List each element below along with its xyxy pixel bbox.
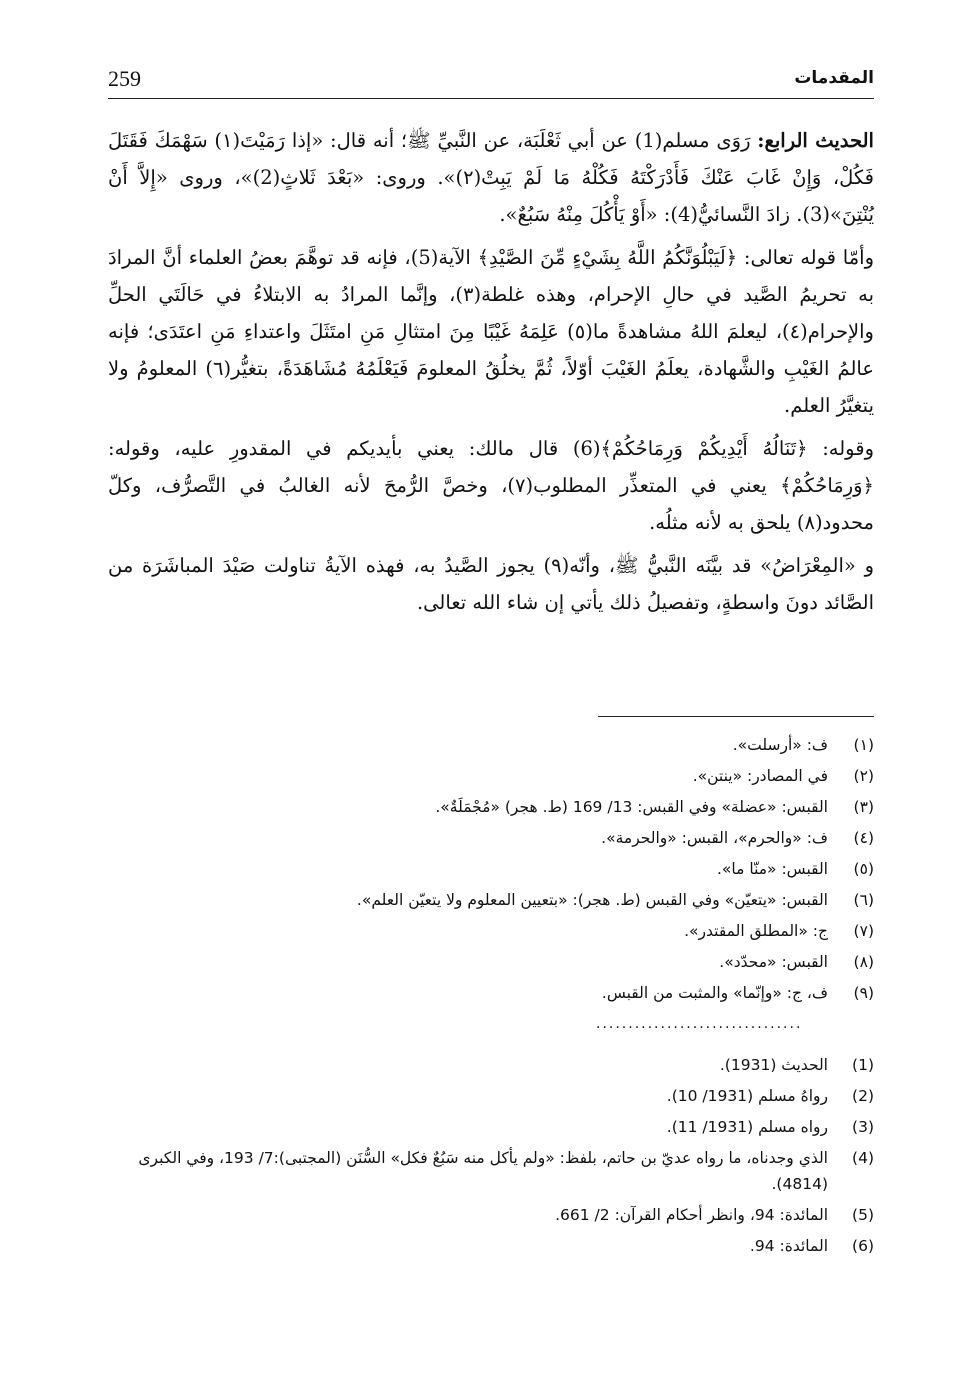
footnote: (١) ف: «أرسلت». [732, 736, 874, 754]
footnote: (٤) ف: «والحرم»، القبس: «والحرمة». [601, 829, 874, 847]
main-text [108, 122, 874, 627]
footnote: (٦) القبس: «يتعيّن» وفي القبس (ط. هجر): «بتعيين المعلوم ولا يتعيّن العلم». [356, 891, 874, 909]
paragraph-verse: وأمّا قوله تعالى: ﴿لَيَبْلُوَنَّكُمُ اللَّهُ بِشَيْءٍ مِّنَ الصَّيْدِ﴾ الآية(5)، فإنه قد توهَّمَ بعضُ العلماء أنَّ المرادَ به تحريمُ الصَّيد في حالِ الإحرام، وهذه غلطة(٣)، وإنَّما المرادُ به الابتلاءُ في حَالَتَي الحلِّ والإحرام(٤)، ليعلمَ اللهُ مشاهدةً ما(٥) عَلِمَهُ غَيْبًا مِنَ امتثالِ مَنِ امتَثَلَ واعتداءِ مَنِ اعتَدَى؛ فإنه عالمُ الغَيْبِ والشَّهادة، يعلَمُ الغَيْبَ أوّلاً، ثُمَّ يخلُقُ المعلومَ فَيَعْلَمُهُ مُشَاهَدَةً، بتغيُّر(٦) المعلومُ ولا يتغيَّرُ العلم. [108, 246, 874, 417]
running-title: المقدمات [794, 68, 874, 88]
footnote-rule [598, 716, 874, 717]
paragraph-hadith [108, 122, 874, 233]
footnote: (4) الذي وجدناه، ما رواه عديّ بن حاتم، بلفظ: «ولم يأكل منه سَبُعٌ فكل» السُّنَن (المجتبى):7/ 193، وفي الكبرى (4814). [138, 1149, 874, 1193]
footnotes-editor [108, 732, 874, 1011]
paragraph-miraad: و «المِعْرَاضُ» قد بيَّنَه النَّبيُّ ﷺ، وأنّه(٩) يجوز الصَّيدُ به، فهذه الآيةُ تناولت صَيْدَ المباشَرَة من الصَّائد دونَ واسطةٍ، وتفصيلُ ذلك يأتي إن شاء الله تعالى. [108, 554, 874, 614]
paragraph-text: رَوَى مسلم(1) عن أبي ثَعْلَبَة، عن النَّبيِّ ﷺ؛ أنه قال: «إذا رَمَيْتَ(١) سَهْمَكَ فَقَتَلَ فَكُلْ، وَإِنْ غَابَ عَنْكَ فَأَدْرَكْتَهُ فَكُلْهُ مَا لَمْ يَبِتْ(٢)». وروى: «بَعْدَ ثَلاثٍ(2)»، وروى «إِلاَّ أَنْ يُنْتِنَ»(3). زادَ النَّسائيُّ(4): «أَوْ يَأْكُلَ مِنْهُ سَبُعٌ». [108, 129, 874, 226]
footnote: (6) المائدة: 94. [749, 1237, 874, 1255]
footnote: (٣) القبس: «عضلة» وفي القبس: 13/ 169 (ط. هجر) «مُجْمَلَةٌ». [435, 798, 874, 816]
page-number: 259 [108, 66, 141, 91]
footnote: (5) المائدة: 94، وانظر أحكام القرآن: 2/ 661. [555, 1206, 874, 1224]
paragraph-saying: وقوله: ﴿تَنَالُهُ أَيْدِيكُمْ وَرِمَاحُكُمْ﴾(6) قال مالك: يعني بأيديكم في المقدورِ عليه، وقوله: ﴿وَرِمَاحُكُمْ﴾ يعني في المتعذِّر المطلوب(٧)، وخصَّ الرُّمحَ لأنه الغالبُ في التَّصرُّف، وكلّ محدود(٨) يلحق به لأنه مثلُه. [108, 437, 874, 534]
footnote: (1) الحديث (1931). [719, 1056, 874, 1074]
footnote: (٧) ج: «المطلق المقتدر». [684, 922, 874, 940]
footnote: (2) رواهُ مسلم (1931/ 10). [666, 1087, 874, 1105]
footnotes-sources [108, 1052, 874, 1264]
footnote: (٨) القبس: «محدّد». [719, 953, 874, 971]
page-header [108, 62, 874, 99]
footnote: (٢) في المصادر: «ينتن». [692, 767, 874, 785]
footnote: (٩) ف، ج: «وإنّما» والمثبت من القبس. [601, 984, 874, 1002]
paragraph-lead: الحديث الرابع: [757, 129, 874, 152]
dotted-separator: ................................ [596, 1016, 803, 1032]
footnote: (3) رواه مسلم (1931/ 11). [666, 1118, 874, 1136]
footnote: (٥) القبس: «منّا ما». [716, 860, 874, 878]
